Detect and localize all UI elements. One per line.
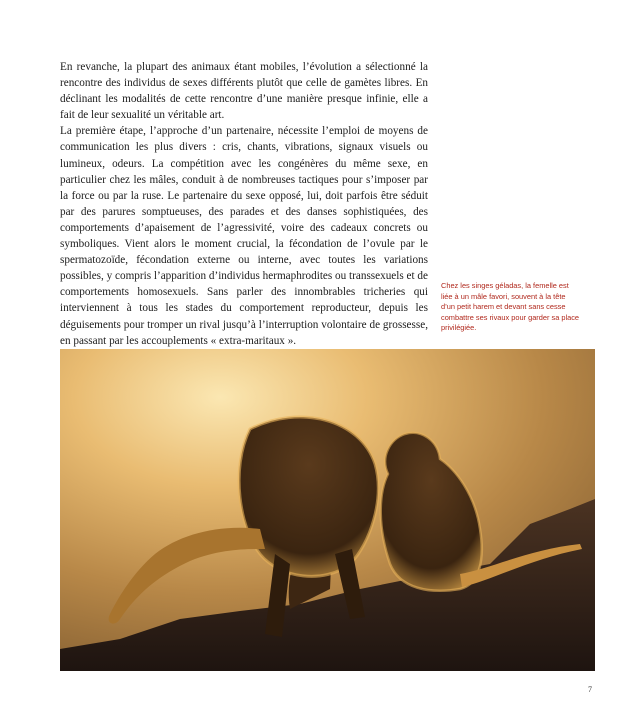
gelada-photo bbox=[60, 349, 595, 671]
main-text bbox=[60, 59, 428, 349]
gelada-illustration bbox=[60, 349, 595, 671]
photo-caption: Chez les singes géladas, la femelle est liée à un mâle favori, souvent à la tête d’un petit harem et devant sans cesse combattre ses rivaux pour garder sa place privilégiée. bbox=[441, 281, 580, 333]
paragraph: La première étape, l’approche d’un partenaire, nécessite l’emploi de moyens de communication les plus divers : cris, chants, vibrations, signaux visuels ou lumineux, odeurs. La compétition avec les congénères du même sexe, en particulier chez les mâles, conduit à de nombreuses tactiques pour s’imposer par la force ou par la ruse. Le partenaire du sexe opposé, lui, doit parfois être séduit par des parures somptueuses, des parades et des danses sophistiquées, des comportements d’apaisement de l’agressivité, voire des cadeaux concrets ou symboliques. Vient alors le moment crucial, la fécondation de l’ovule par le spermatozoïde, fécondation externe ou interne, avec toutes les variations possibles, y compris l’apparition d’individus hermaphrodites ou transsexuels et de comportements homosexuels. Sans parler des innombrables tricheries qui interviennent à tous les stades du comportement reproducteur, depuis les déguisements pour tromper un rival jusqu’à l’interruption volontaire de grossesse, en passant par les accouplements « extra-maritaux ». bbox=[60, 125, 428, 347]
paragraph: En revanche, la plupart des animaux étant mobiles, l’évolution a sélectionné la rencontre des individus de sexes différents plutôt que celle de gamètes libres. En déclinant les modalités de cette rencontre d’une manière presque infinie, elle a fait de leur sexualité un véritable art. bbox=[60, 61, 428, 122]
page-number: 7 bbox=[588, 685, 592, 694]
